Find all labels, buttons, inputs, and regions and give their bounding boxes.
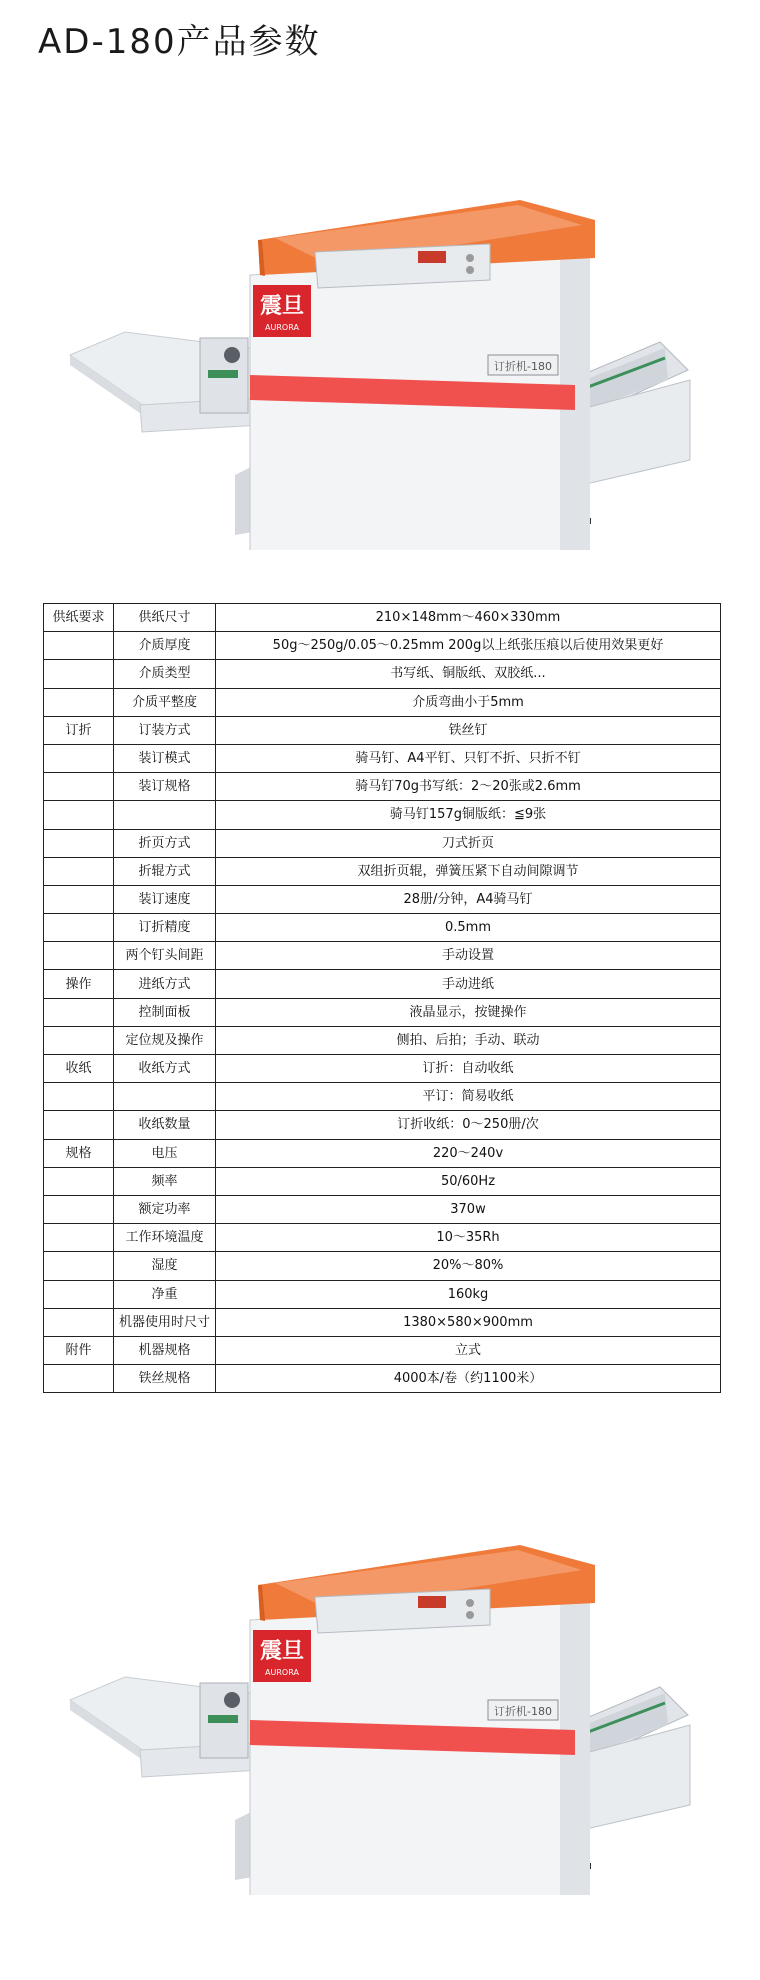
value-cell: 铁丝钉 xyxy=(216,716,721,744)
table-row xyxy=(44,1111,721,1139)
value-cell: 220～240v xyxy=(216,1139,721,1167)
table-row xyxy=(44,1280,721,1308)
value-cell: 28册/分钟，A4骑马钉 xyxy=(216,885,721,913)
value-cell: 订折：自动收纸 xyxy=(216,1055,721,1083)
category-cell xyxy=(44,1195,114,1223)
item-cell: 介质厚度 xyxy=(114,632,216,660)
value-cell: 10～35Rh xyxy=(216,1224,721,1252)
table-row xyxy=(44,1308,721,1336)
category-cell xyxy=(44,660,114,688)
category-cell xyxy=(44,688,114,716)
table-row xyxy=(44,829,721,857)
item-cell: 订装方式 xyxy=(114,716,216,744)
table-row xyxy=(44,857,721,885)
value-cell: 手动设置 xyxy=(216,942,721,970)
category-cell xyxy=(44,632,114,660)
category-cell: 收纸 xyxy=(44,1055,114,1083)
table-row xyxy=(44,1083,721,1111)
item-cell: 订折精度 xyxy=(114,914,216,942)
value-cell: 骑马钉70g书写纸：2～20张或2.6mm xyxy=(216,773,721,801)
item-cell: 收纸方式 xyxy=(114,1055,216,1083)
item-cell: 装订速度 xyxy=(114,885,216,913)
category-cell xyxy=(44,744,114,772)
table-row xyxy=(44,1224,721,1252)
table-row xyxy=(44,914,721,942)
item-cell: 装订模式 xyxy=(114,744,216,772)
value-cell: 骑马钉157g铜版纸：≦9张 xyxy=(216,801,721,829)
item-cell: 供纸尺寸 xyxy=(114,604,216,632)
table-row xyxy=(44,1026,721,1054)
table-row xyxy=(44,1365,721,1393)
category-cell: 操作 xyxy=(44,970,114,998)
item-cell xyxy=(114,801,216,829)
table-row xyxy=(44,942,721,970)
item-cell: 折辊方式 xyxy=(114,857,216,885)
category-cell xyxy=(44,914,114,942)
item-cell xyxy=(114,1083,216,1111)
item-cell: 折页方式 xyxy=(114,829,216,857)
value-cell: 210×148mm～460×330mm xyxy=(216,604,721,632)
value-cell: 0.5mm xyxy=(216,914,721,942)
category-cell: 订折 xyxy=(44,716,114,744)
machine-photo-top xyxy=(0,80,760,550)
item-cell: 定位规及操作 xyxy=(114,1026,216,1054)
value-cell: 订折收纸：0～250册/次 xyxy=(216,1111,721,1139)
table-row xyxy=(44,744,721,772)
category-cell: 附件 xyxy=(44,1336,114,1364)
category-cell xyxy=(44,1224,114,1252)
spec-table xyxy=(43,603,721,1393)
category-cell xyxy=(44,773,114,801)
table-row xyxy=(44,801,721,829)
value-cell: 骑马钉、A4平钉、只钉不折、只折不钉 xyxy=(216,744,721,772)
value-cell: 手动进纸 xyxy=(216,970,721,998)
model-label: 订折机-180 xyxy=(494,360,552,373)
item-cell: 装订规格 xyxy=(114,773,216,801)
category-cell xyxy=(44,885,114,913)
item-cell: 净重 xyxy=(114,1280,216,1308)
logo-text-en: AURORA xyxy=(265,1668,299,1677)
machine-illustration xyxy=(0,1425,760,1895)
machine-illustration xyxy=(0,80,760,550)
item-cell: 介质平整度 xyxy=(114,688,216,716)
item-cell: 频率 xyxy=(114,1167,216,1195)
value-cell: 平订：简易收纸 xyxy=(216,1083,721,1111)
table-row xyxy=(44,1139,721,1167)
item-cell: 两个钉头间距 xyxy=(114,942,216,970)
category-cell xyxy=(44,857,114,885)
model-label: 订折机-180 xyxy=(494,1705,552,1718)
table-row xyxy=(44,1195,721,1223)
logo-text-en: AURORA xyxy=(265,323,299,332)
value-cell: 1380×580×900mm xyxy=(216,1308,721,1336)
item-cell: 收纸数量 xyxy=(114,1111,216,1139)
machine-photo-bottom xyxy=(0,1425,760,1895)
value-cell: 370w xyxy=(216,1195,721,1223)
value-cell: 介质弯曲小于5mm xyxy=(216,688,721,716)
item-cell: 机器使用时尺寸 xyxy=(114,1308,216,1336)
category-cell xyxy=(44,1308,114,1336)
item-cell: 进纸方式 xyxy=(114,970,216,998)
item-cell: 工作环境温度 xyxy=(114,1224,216,1252)
category-cell xyxy=(44,1167,114,1195)
logo-text-cn: 震旦 xyxy=(259,1639,305,1664)
item-cell: 机器规格 xyxy=(114,1336,216,1364)
table-row xyxy=(44,970,721,998)
table-row xyxy=(44,660,721,688)
table-row xyxy=(44,885,721,913)
table-row xyxy=(44,688,721,716)
category-cell xyxy=(44,1280,114,1308)
table-row xyxy=(44,632,721,660)
value-cell: 50/60Hz xyxy=(216,1167,721,1195)
category-cell xyxy=(44,1111,114,1139)
item-cell: 控制面板 xyxy=(114,998,216,1026)
category-cell xyxy=(44,801,114,829)
value-cell: 侧拍、后拍；手动、联动 xyxy=(216,1026,721,1054)
table-row xyxy=(44,1336,721,1364)
category-cell: 供纸要求 xyxy=(44,604,114,632)
value-cell: 50g～250g/0.05～0.25mm 200g以上纸张压痕以后使用效果更好 xyxy=(216,632,721,660)
value-cell: 160kg xyxy=(216,1280,721,1308)
value-cell: 液晶显示，按键操作 xyxy=(216,998,721,1026)
value-cell: 双组折页辊，弹簧压紧下自动间隙调节 xyxy=(216,857,721,885)
item-cell: 额定功率 xyxy=(114,1195,216,1223)
table-row xyxy=(44,604,721,632)
value-cell: 立式 xyxy=(216,1336,721,1364)
item-cell: 介质类型 xyxy=(114,660,216,688)
page-title: AD-180产品参数 xyxy=(38,22,321,62)
value-cell: 20%～80% xyxy=(216,1252,721,1280)
value-cell: 刀式折页 xyxy=(216,829,721,857)
item-cell: 铁丝规格 xyxy=(114,1365,216,1393)
item-cell: 电压 xyxy=(114,1139,216,1167)
category-cell xyxy=(44,1083,114,1111)
value-cell: 书写纸、铜版纸、双胶纸... xyxy=(216,660,721,688)
category-cell xyxy=(44,998,114,1026)
table-row xyxy=(44,1167,721,1195)
table-row xyxy=(44,773,721,801)
table-row xyxy=(44,998,721,1026)
table-row xyxy=(44,1252,721,1280)
logo-text-cn: 震旦 xyxy=(259,294,305,319)
category-cell: 规格 xyxy=(44,1139,114,1167)
category-cell xyxy=(44,1252,114,1280)
table-row xyxy=(44,716,721,744)
item-cell: 湿度 xyxy=(114,1252,216,1280)
value-cell: 4000本/卷（约1100米） xyxy=(216,1365,721,1393)
table-row xyxy=(44,1055,721,1083)
category-cell xyxy=(44,1365,114,1393)
category-cell xyxy=(44,1026,114,1054)
category-cell xyxy=(44,942,114,970)
category-cell xyxy=(44,829,114,857)
